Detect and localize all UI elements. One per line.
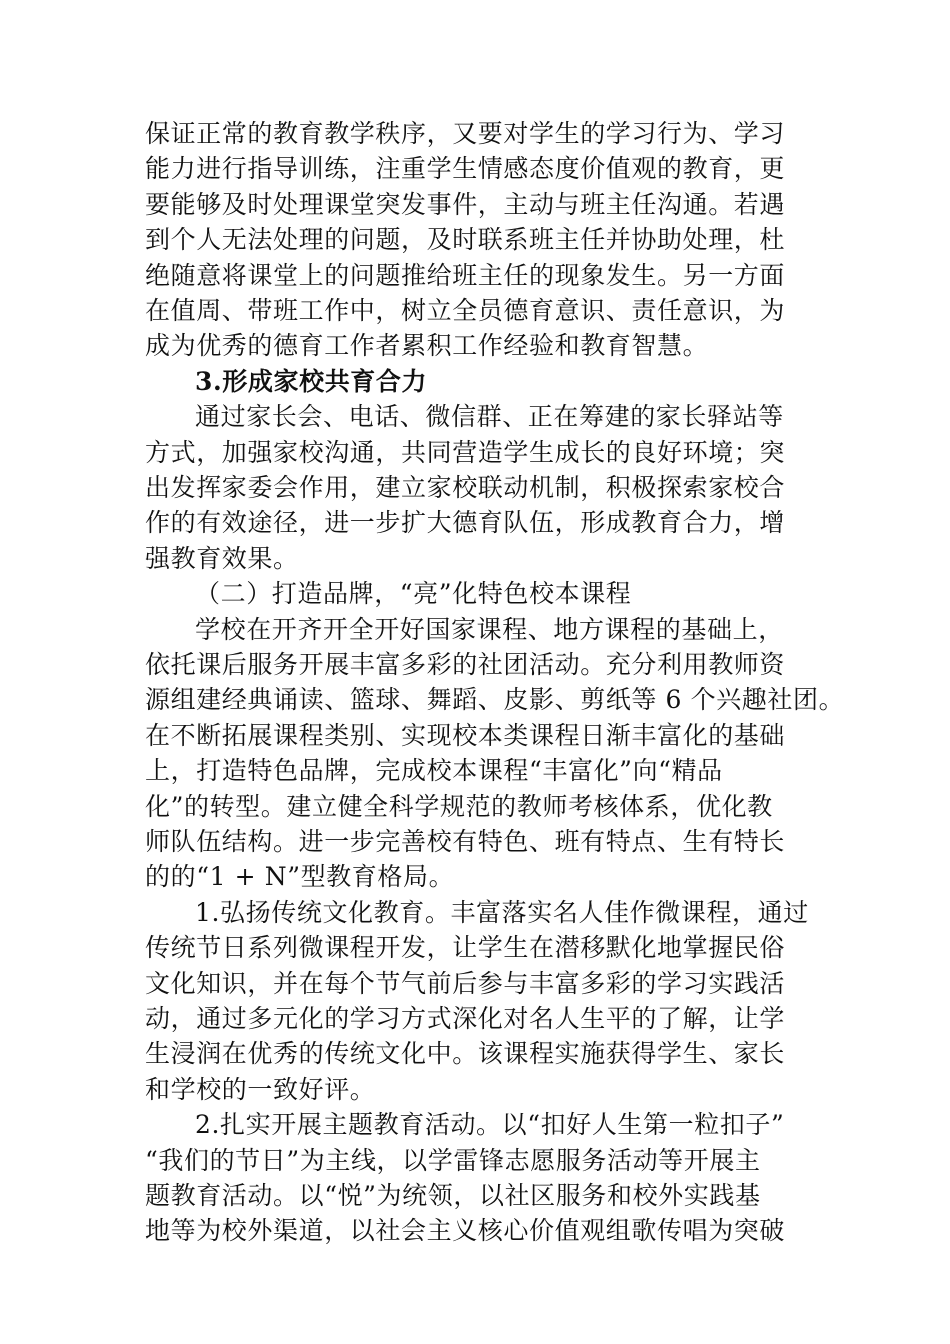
text-line: 依托课后服务开展丰富多彩的社团活动。充分利用教师资 (145, 650, 786, 679)
text-line: 要能够及时处理课堂突发事件，主动与班主任沟通。若遇 (145, 190, 786, 219)
text-line: 强教育效果。 (145, 544, 299, 573)
text-line: 动，通过多元化的学习方式深化对名人生平的了解，让学 (145, 1004, 786, 1033)
text-line: 地等为校外渠道，以社会主义核心价值观组歌传唱为突破 (145, 1216, 786, 1245)
text-line: 1.弘扬传统文化教育。丰富落实名人佳作微课程，通过 (195, 898, 809, 927)
text-line: 化”的转型。建立健全科学规范的教师考核体系，优化教 (145, 792, 773, 821)
text-line: 出发挥家委会作用，建立家校联动机制，积极探索家校合 (145, 473, 786, 502)
section-heading: 3.形成家校共育合力 (195, 367, 428, 396)
text-line: 作的有效途径，进一步扩大德育队伍，形成教育合力，增 (145, 508, 786, 537)
text-line: 生浸润在优秀的传统文化中。该课程实施获得学生、家长 (145, 1039, 786, 1068)
text-line: 题教育活动。以“悦”为统领，以社区服务和校外实践基 (145, 1181, 761, 1210)
text-line: 学校在开齐开全开好国家课程、地方课程的基础上， (195, 615, 784, 644)
text-line: 师队伍结构。进一步完善校有特色、班有特点、生有特长 (145, 827, 786, 856)
text-line: 文化知识，并在每个节气前后参与丰富多彩的学习实践活 (145, 969, 786, 998)
text-line: （二）打造品牌，“亮”化特色校本课程 (195, 579, 632, 608)
text-line: 传统节日系列微课程开发，让学生在潜移默化地掌握民俗 (145, 933, 786, 962)
text-line: 2.扎实开展主题教育活动。以“扣好人生第一粒扣子” (195, 1110, 785, 1139)
text-line: 在不断拓展课程类别、实现校本类课程日渐丰富化的基础 (145, 721, 786, 750)
text-line: 成为优秀的德育工作者累积工作经验和教育智慧。 (145, 331, 709, 360)
text-line: 在值周、带班工作中，树立全员德育意识、责任意识，为 (145, 296, 786, 325)
text-line: “我们的节日”为主线，以学雷锋志愿服务活动等开展主 (145, 1146, 761, 1175)
text-line: 的的“1 + N”型教育格局。 (145, 862, 455, 891)
text-line: 到个人无法处理的问题，及时联系班主任并协助处理，杜 (145, 225, 786, 254)
text-line: 源组建经典诵读、篮球、舞蹈、皮影、剪纸等 6 个兴趣社团。 (145, 685, 845, 714)
text-line: 绝随意将课堂上的问题推给班主任的现象发生。另一方面 (145, 261, 786, 290)
text-line: 通过家长会、电话、微信群、正在筹建的家长驿站等 (195, 402, 784, 431)
text-line: 保证正常的教育教学秩序，又要对学生的学习行为、学习 (145, 119, 786, 148)
text-line: 和学校的一致好评。 (145, 1075, 376, 1104)
text-line: 方式，加强家校沟通，共同营造学生成长的良好环境；突 (145, 438, 786, 467)
text-line: 能力进行指导训练，注重学生情感态度价值观的教育，更 (145, 154, 786, 183)
text-line: 上，打造特色品牌，完成校本课程“丰富化”向“精品 (145, 756, 723, 785)
